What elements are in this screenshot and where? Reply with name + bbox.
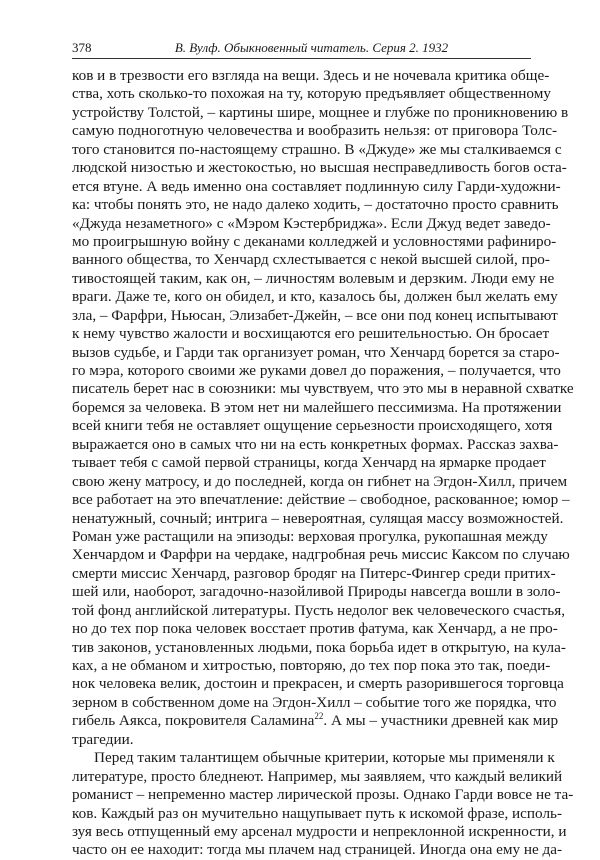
text-line: Хенчардом и Фарфри на чердаке, надгробная речь миссис Каксом по случаю <box>72 546 570 564</box>
text-line: тивостоящей таким, как он, – личностям волевым и дерзким. Люди ему не <box>72 269 555 287</box>
page-number: 378 <box>72 40 92 55</box>
text-line: ненатужный, сочный; интрига – невероятная, сулящая массу возможностей. <box>72 509 564 527</box>
text-line: Роман уже растащили на эпизоды: верховая прогулка, рукопашная между <box>72 527 548 545</box>
book-page <box>72 38 574 860</box>
text-line: часто он ее находит: тогда мы плачем над страницей. Иногда она ему не да- <box>72 841 563 859</box>
text-line: ства, хоть сколько-то похожая на ту, которую предъявляет общественному <box>72 85 551 103</box>
paragraph-1 <box>72 67 574 749</box>
text-line: ется втуне. А ведь именно она составляет подлинную силу Гарди-художни- <box>72 177 561 195</box>
text-line: враги. Даже те, кого он обидел, и кто, казалось бы, должен был желать ему <box>72 288 558 306</box>
text-line: людской низостью и жестокостью, но высшая несправедливость богов оста- <box>72 159 567 177</box>
text-line: ванного общества, то Хенчард схлестывается с некой высшей силой, про- <box>72 251 550 269</box>
text-line: к нему чувство жалости и восхищаются его решительностью. Он бросает <box>72 325 550 343</box>
text-line: зла, – Фарфри, Ньюсан, Элизабет-Джейн, – все они под конец испытывают <box>72 306 558 324</box>
text-line: той фонд английской литературы. Пусть недолог век человеческого счастья, <box>72 601 566 619</box>
text-line: романист – непременно мастер лирической прозы. Однако Гарди вовсе не та- <box>72 786 574 804</box>
text-line: того становится по-настоящему страшно. В «Джуде» же мы сталкиваемся с <box>72 140 562 158</box>
text-line: шей или, наоборот, загадочно-назойливой Природы навсегда вошли в золо- <box>72 583 561 601</box>
text-line: выражается оно в самых что ни на есть конкретных формах. Рассказ захва- <box>72 435 559 453</box>
text-line: «Джуда незаметного» с «Мэром Кэстербриджа». Если Джуд ведет заведо- <box>72 214 551 232</box>
text-line: свою жену матросу, и до последней, когда он гибнет на Эгдон-Хилл, причем <box>72 472 568 490</box>
text-line: самую подноготную человечества и вообразить нельзя: от приговора Толс- <box>72 122 558 140</box>
text-line: смерти миссис Хенчард, разговор бродяг на Питерс-Фингер среди притих- <box>72 564 556 582</box>
text-line: тив законов, установленных людьми, пока борьба идет в открытую, на кула- <box>72 638 566 656</box>
footnote-ref-22[interactable]: 22 <box>314 711 324 722</box>
text-line: устройству Толстой, – картины шире, мощнее и глубже по проникновению в <box>72 103 569 121</box>
text-line: ков и в трезвости его взгляда на вещи. Здесь и не ночевала критика обще- <box>72 67 550 84</box>
running-title: В. Вулф. Обыкновенный читатель. Серия 2. 1932 <box>174 40 449 55</box>
text-line: Перед таким талантищем обычные критерии, которые мы применяли к <box>94 749 555 767</box>
text-line: все работает на это впечатление: действие – свободное, раскованное; юмор – <box>72 491 570 509</box>
running-header <box>72 38 531 59</box>
text-line: писатель берет нас в союзники: мы чувствуем, что это мы в неравной схватке <box>72 380 574 398</box>
text-line: го мэра, которого своими же руками довел до поражения, – получается, что <box>72 362 561 379</box>
text-line: нок человека велик, достоин и прекрасен, и смерть разорившегося торговца <box>72 675 564 693</box>
text-line: ках, а не обманом и хитростью, повторяю, до тех пор пока это так, поеди- <box>72 657 551 674</box>
text-line: но до тех пор пока человек восстает против фатума, как Хенчард, а не про- <box>72 620 558 638</box>
text-line: ков. Каждый раз он мучительно нащупывает путь к искомой фразе, исполь- <box>72 804 563 822</box>
text-line: тывает тебя с самой первой страницы, когда Хенчард на ярмарке продает <box>72 454 546 472</box>
body-text <box>72 67 574 860</box>
text-line: литературе, просто бледнеют. Например, мы заявляем, что каждый великий <box>72 767 563 785</box>
text-line: ка: чтобы понять это, не надо далеко ходить, – достаточно просто сравнить <box>72 196 559 214</box>
text-line: зерном в собственном доме на Эгдон-Хилл – событие того же порядка, что <box>72 693 557 711</box>
text-line: вызов судьбе, и Гарди так организует роман, что Хенчард борется за старо- <box>72 343 560 361</box>
footnote-line-after: . А мы – участники древней как мир <box>323 712 559 730</box>
text-line: всей книги тебя не оставляет ощущение серьезности происходящего, хотя <box>72 417 553 435</box>
text-line: боремся за человека. В этом нет ни малейшего пессимизма. На протяжении <box>72 398 562 416</box>
text-line: мо проигрышную войну с деканами колледжей и условностями рафиниро- <box>72 232 557 250</box>
text-line: трагедии. <box>72 730 134 748</box>
footnote-line-before: гибель Аякса, покровителя Саламина <box>72 712 315 730</box>
paragraph-2 <box>72 749 574 860</box>
text-line: зуя весь отпущенный ему арсенал мудрости и непреклонной искренности, и <box>72 822 567 840</box>
text-line-with-footnote <box>72 711 559 730</box>
